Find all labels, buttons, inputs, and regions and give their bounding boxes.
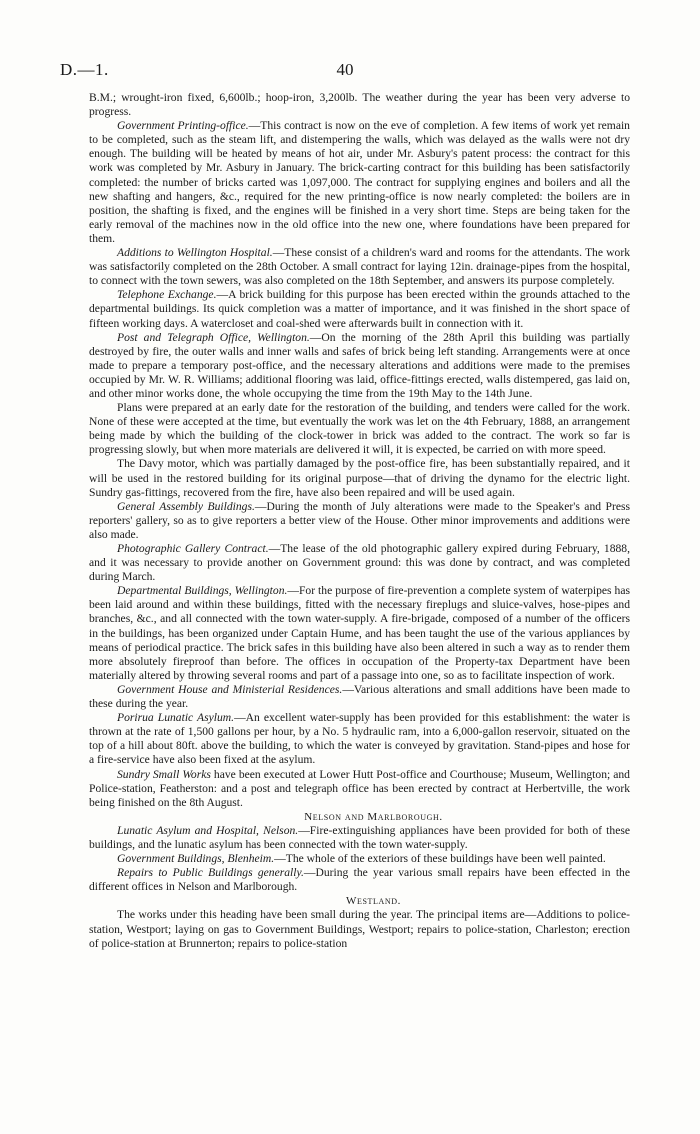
paragraph-text: —A brick building for this purpose has been erected within the grounds attached to the departmental buildings. Its quick completion was a matter of importance, and it was finished in the short space of fifteen working days. A watercloset and coal-shed were afterwards built in connection with it. bbox=[89, 288, 631, 330]
paragraph-westland-works bbox=[89, 908, 630, 950]
paragraph-heading: Post and Telegraph Office, Wellington. bbox=[117, 330, 310, 344]
paragraph-text: —Fire-extinguishing appliances have been provided for both of these buildings, and the lunatic asylum has been connected with the town water-supply. bbox=[89, 823, 630, 851]
section-heading-nelson bbox=[89, 810, 630, 824]
paragraph-heading: Photographic Gallery Contract. bbox=[117, 542, 269, 555]
paragraph-departmental-buildings bbox=[89, 584, 630, 683]
paragraph-text: The Davy motor, which was partially damaged by the post-office fire, has been substantially repaired, and it will be used in the restored building for its original purpose—that of driving the dynamo for the electric light. Sundry gas-fittings, recovered from the fire, have also been repaired and will be used again. bbox=[89, 457, 630, 499]
paragraph-heading: Sundry Small Works bbox=[117, 767, 211, 781]
paragraph-heading: General Assembly Buildings. bbox=[117, 499, 255, 513]
section-heading-westland bbox=[89, 894, 630, 908]
section-title: Nelson and Marlborough. bbox=[304, 810, 443, 823]
paragraph-restoration-plans bbox=[89, 401, 630, 457]
page-header bbox=[60, 60, 630, 84]
paragraph-wellington-hospital bbox=[89, 246, 630, 288]
paragraph-text: B.M.; wrought-iron fixed, 6,600lb.; hoop-iron, 3,200lb. The weather during the year has been very adverse to progress. bbox=[89, 91, 630, 119]
page-body bbox=[89, 91, 630, 951]
paragraph-blenheim-buildings bbox=[89, 852, 630, 866]
paragraph-text: The works under this heading have been small during the year. The principal items are—Additions to police-station, Westport; laying on gas to Government Buildings, Westport; repairs to police-station, Charleston; erection of police-station at Brunnerton; repairs to police-station bbox=[89, 908, 630, 950]
paragraph-porirua-asylum bbox=[89, 711, 630, 767]
paragraph-heading: Porirua Lunatic Asylum. bbox=[117, 711, 235, 725]
paragraph-text: —An excellent water-supply has been provided for this establishment: the water is thrown at the rate of 1,500 gallons per hour, by a No. 5 hydraulic ram, into a 6,000-gallon reservoir, situated on the top of a hill about 80ft. above the building, to which the water is conveyed by gravitation. Stand-pipes and hose for a fire-service have also been fixed at the asylum. bbox=[89, 711, 630, 767]
paragraph-photographic-gallery bbox=[89, 542, 630, 584]
paragraph-text: —During the month of July alterations were made to the Speaker's and Press reporters' gallery, so as to give reporters a better view of the House. Other minor improvements and additions were also made. bbox=[89, 499, 630, 541]
paragraph-text: —The whole of the exteriors of these buildings have been well painted. bbox=[274, 852, 606, 866]
paragraph-continuation bbox=[89, 91, 630, 119]
paragraph-text: —The lease of the old photographic gallery expired during February, 1888, and it was necessary to provide another on Government ground: this was done by contract, and was completed during March. bbox=[89, 542, 630, 584]
paragraph-text: —During the year various small repairs have been effected in the different offices in Nelson and Marlborough. bbox=[89, 866, 630, 894]
paragraph-post-telegraph-office bbox=[89, 331, 630, 401]
paragraph-text: —For the purpose of fire-prevention a complete system of waterpipes has been laid around and within these buildings, fitted with the necessary fireplugs and sluice-valves, hose-pipes and branches, &c., and all connected with the town water-supply. A fire-brigade, composed of a number of the officers in the buildings, has been organized under Captain Hume, and has been taught the use of the various appliances by means of periodical practice. The brick safes in this building have also been altered in such a way as to render them more absolutely fireproof than before. The offices in occupation of the Property-tax Department have been materially altered by throwing several rooms and part of a passage into one, so as to facilitate inspection of work. bbox=[89, 584, 630, 682]
paragraph-text: have been executed at Lower Hutt Post-office and Courthouse; Museum, Wellington; and Police-station, Featherston: and a post and telegraph office has been erected by contract at Herbertville, the work being finished on the 8th August. bbox=[89, 767, 630, 809]
paragraph-heading: Repairs to Public Buildings generally. bbox=[117, 866, 304, 880]
paragraph-sundry-small-works bbox=[89, 768, 630, 810]
paragraph-heading: Government Printing-office. bbox=[117, 119, 249, 133]
paragraph-text: —On the morning of the 28th April this building was partially destroyed by fire, the outer walls and inner walls and safes of brick being left standing. Arrangements were at once made to prepare a temporary post-office, and the necessary alterations and additions were made to the premises occupied by Mr. W. R. Williams; additional flooring was laid, office-fittings erected, walls distempered, gas laid on, and other minor works done, the whole occupying the time from the 19th May to the 14th June. bbox=[89, 330, 630, 400]
paragraph-davy-motor bbox=[89, 457, 630, 499]
paragraph-text: Plans were prepared at an early date for the restoration of the building, and tenders were called for the work. None of these were accepted at the time, but eventually the work was let on the 4th February, 1888, an arrangement being made by which the building of the clock-tower in brick was added to the contract. The work so far is progressing slowly, but when more materials are delivered it will, it is expected, be carried on with more speed. bbox=[89, 401, 630, 457]
paragraph-government-house bbox=[89, 683, 630, 711]
paragraph-printing-office bbox=[89, 119, 630, 246]
paragraph-general-assembly bbox=[89, 500, 630, 542]
page-number: 40 bbox=[336, 60, 354, 79]
paragraph-text: —These consist of a children's ward and rooms for the attendants. The work was satisfactorily completed on the 28th October. A small contract for laying 12in. drainage-pipes from the hospital, to connect with the town sewers, was also completed on the 18th September, and answers its purpose completely. bbox=[89, 246, 630, 288]
section-title: Westland. bbox=[346, 895, 401, 908]
paragraph-heading: Additions to Wellington Hospital. bbox=[117, 246, 273, 260]
paragraph-heading: Government House and Ministerial Residences. bbox=[117, 682, 343, 696]
paragraph-heading: Departmental Buildings, Wellington. bbox=[117, 584, 288, 598]
paragraph-telephone-exchange bbox=[89, 288, 630, 330]
paragraph-text: —Various alterations and small additions have been made to these during the year. bbox=[89, 682, 630, 711]
paragraph-nelson-asylum bbox=[89, 824, 630, 852]
paragraph-text: —This contract is now on the eve of completion. A few items of work yet remain to be completed, such as the steam lift, and distempering the walls, which was delayed as the walls were not dry enough. The building will be heated by means of hot air, under Mr. Asbury's patent process: the contract for this work was completed by Mr. Asbury in January. The brick-carting contract for this building has been satisfactorily completed: the number of bricks carted was 1,097,000. The contract for supplying engines and boilers and all the new shafting and hangers, &c., required for the new printing-office is now nearly completed: the boilers are in position, the shafting is fixed, and the engines will be finished in a very short time. Steps are being taken for the early removal of the machines now in the old office into the new one, where foundations have been prepared for them. bbox=[89, 119, 630, 245]
paragraph-heading: Lunatic Asylum and Hospital, Nelson. bbox=[117, 823, 299, 837]
paragraph-repairs-generally bbox=[89, 866, 630, 894]
paragraph-heading: Telephone Exchange. bbox=[117, 288, 217, 302]
paragraph-heading: Government Buildings, Blenheim. bbox=[117, 852, 275, 866]
document-reference: D.—1. bbox=[60, 60, 109, 79]
